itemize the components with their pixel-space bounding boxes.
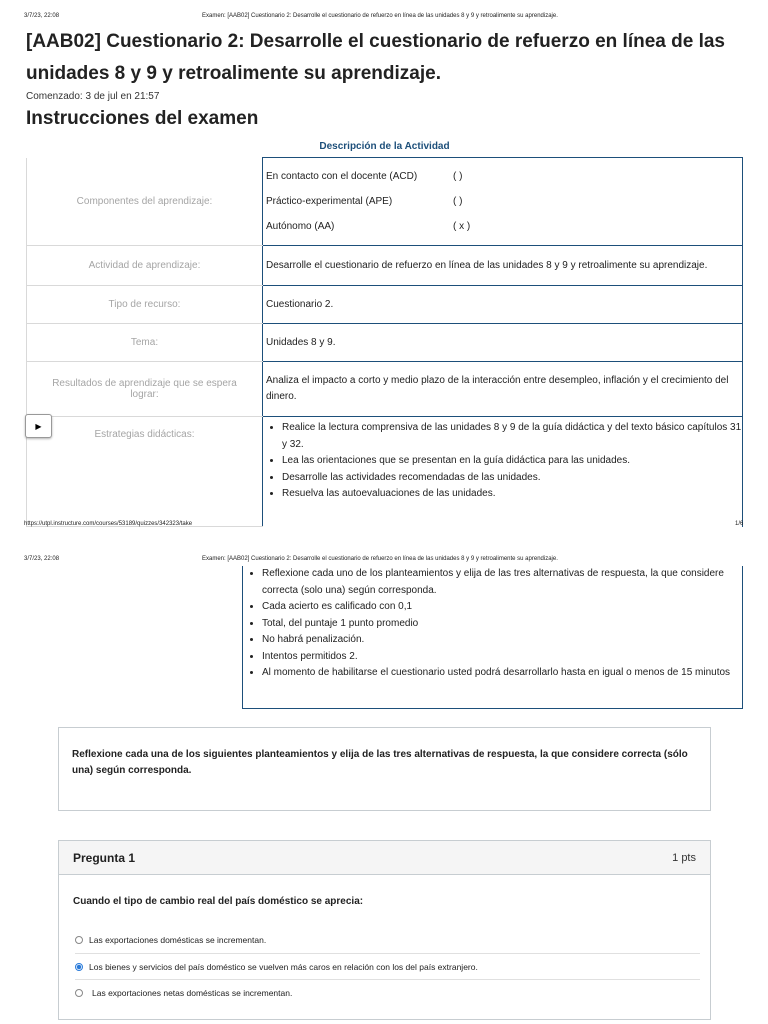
print-date-2: 3/7/23, 22:08 — [24, 556, 60, 562]
print-page-number: 1/6 — [735, 521, 744, 527]
print-title: Examen: [AAB02] Cuestionario 2: Desarrolle el cuestionario de refuerzo en línea de las unidades 8 y 9 y retroalimente su aprendizaje. — [202, 13, 558, 19]
strategies-row — [27, 417, 743, 527]
activity-label: Actividad de aprendizaje: — [27, 246, 263, 286]
resource-value: Cuestionario 2. — [263, 286, 743, 324]
resource-row — [27, 286, 743, 324]
component-aa: Autónomo (AA) ( x ) — [266, 221, 471, 232]
list-item: • Cada acierto es calificado con 0,1 — [262, 599, 742, 616]
topic-row — [27, 324, 743, 362]
answer-option-1[interactable] — [75, 927, 700, 952]
list-item: • Resuelva las autoevaluaciones de las unidades. — [282, 486, 742, 503]
list-item: • Realice la lectura comprensiva de las unidades 8 y 9 de la guía didáctica y del texto básico capítulos 31 y 32. — [282, 420, 742, 453]
activity-table — [26, 157, 743, 527]
answer-option-2[interactable] — [75, 953, 700, 979]
activity-value: Desarrolle el cuestionario de refuerzo en línea de las unidades 8 y 9 y retroalimente su aprendizaje. — [263, 246, 743, 286]
list-item: • Total, del puntaje 1 punto promedio — [262, 616, 742, 633]
strategies-list-continued — [243, 566, 742, 682]
components-row — [27, 158, 743, 246]
print-date: 3/7/23, 22:08 — [24, 13, 60, 19]
strategies-label: Estrategias didácticas: — [27, 417, 263, 527]
components-value — [263, 158, 743, 246]
list-item: • No habrá penalización. — [262, 632, 742, 649]
results-value: Analiza el impacto a corto y medio plazo de la interacción entre desempleo, inflación y el crecimiento del dinero. — [263, 362, 743, 417]
print-url: https://utpl.instructure.com/courses/53189/quizzes/342323/take — [24, 521, 193, 527]
play-icon: ▶ — [35, 421, 42, 431]
strategies-list — [266, 420, 742, 503]
question-header — [59, 841, 710, 875]
component-ape: Práctico-experimental (APE) ( ) — [266, 196, 463, 207]
question-card — [58, 840, 711, 1020]
results-row — [27, 362, 743, 417]
activity-row — [27, 246, 743, 286]
answer-label: Las exportaciones domésticas se incrementan. — [89, 934, 267, 945]
answer-label: Los bienes y servicios del país doméstico se vuelven más caros en relación con los del país extranjero. — [89, 961, 478, 972]
started-at: Comenzado: 3 de jul en 21:57 — [26, 91, 160, 102]
radio-button-selected[interactable] — [75, 963, 83, 971]
page-break — [0, 521, 768, 549]
list-item: • Al momento de habilitarse el cuestionario usted podrá desarrollarlo hasta en igual o menos de 15 minutos — [262, 665, 742, 682]
radio-button[interactable] — [75, 989, 83, 997]
list-item: • Intentos permitidos 2. — [262, 649, 742, 666]
component-acd: En contacto con el docente (ACD) ( ) — [266, 171, 463, 182]
exam-title: [AAB02] Cuestionario 2: Desarrolle el cuestionario de refuerzo en línea de las unidades 8 y 9 y retroalimente su aprendizaje. — [26, 31, 725, 84]
strategies-value — [263, 417, 743, 527]
components-label: Componentes del aprendizaje: — [27, 158, 263, 246]
question-points: 1 pts — [672, 851, 696, 864]
answer-option-3[interactable] — [75, 979, 700, 1005]
strategies-continued — [242, 566, 743, 709]
answer-label: Las exportaciones netas domésticas se incrementan. — [92, 987, 293, 998]
question-text: Cuando el tipo de cambio real del país doméstico se aprecia: — [73, 896, 364, 907]
list-item: • Reflexione cada uno de los planteamientos y elija de las tres alternativas de respuesta, la que considere correcta (solo una) según corresponda. — [262, 566, 742, 599]
topic-value: Unidades 8 y 9. — [263, 324, 743, 362]
activity-description-heading: Descripción de la Actividad — [319, 141, 450, 152]
play-button[interactable] — [25, 414, 52, 438]
instructions-heading: Instrucciones del examen — [26, 108, 259, 129]
reflection-note: Reflexione cada una de los siguientes planteamientos y elija de las tres alternativas de respuesta, la que considere correcta (sólo una) según corresponda. — [58, 727, 711, 811]
print-title-2: Examen: [AAB02] Cuestionario 2: Desarrolle el cuestionario de refuerzo en línea de las unidades 8 y 9 y retroalimente su aprendizaje. — [202, 556, 558, 562]
results-label: Resultados de aprendizaje que se espera lograr: — [27, 362, 263, 417]
list-item: • Desarrolle las actividades recomendadas de las unidades. — [282, 470, 742, 487]
radio-button[interactable] — [75, 936, 83, 944]
topic-label: Tema: — [27, 324, 263, 362]
question-title: Pregunta 1 — [73, 850, 136, 865]
resource-label: Tipo de recurso: — [27, 286, 263, 324]
list-item: • Lea las orientaciones que se presentan en la guía didáctica para las unidades. — [282, 453, 742, 470]
